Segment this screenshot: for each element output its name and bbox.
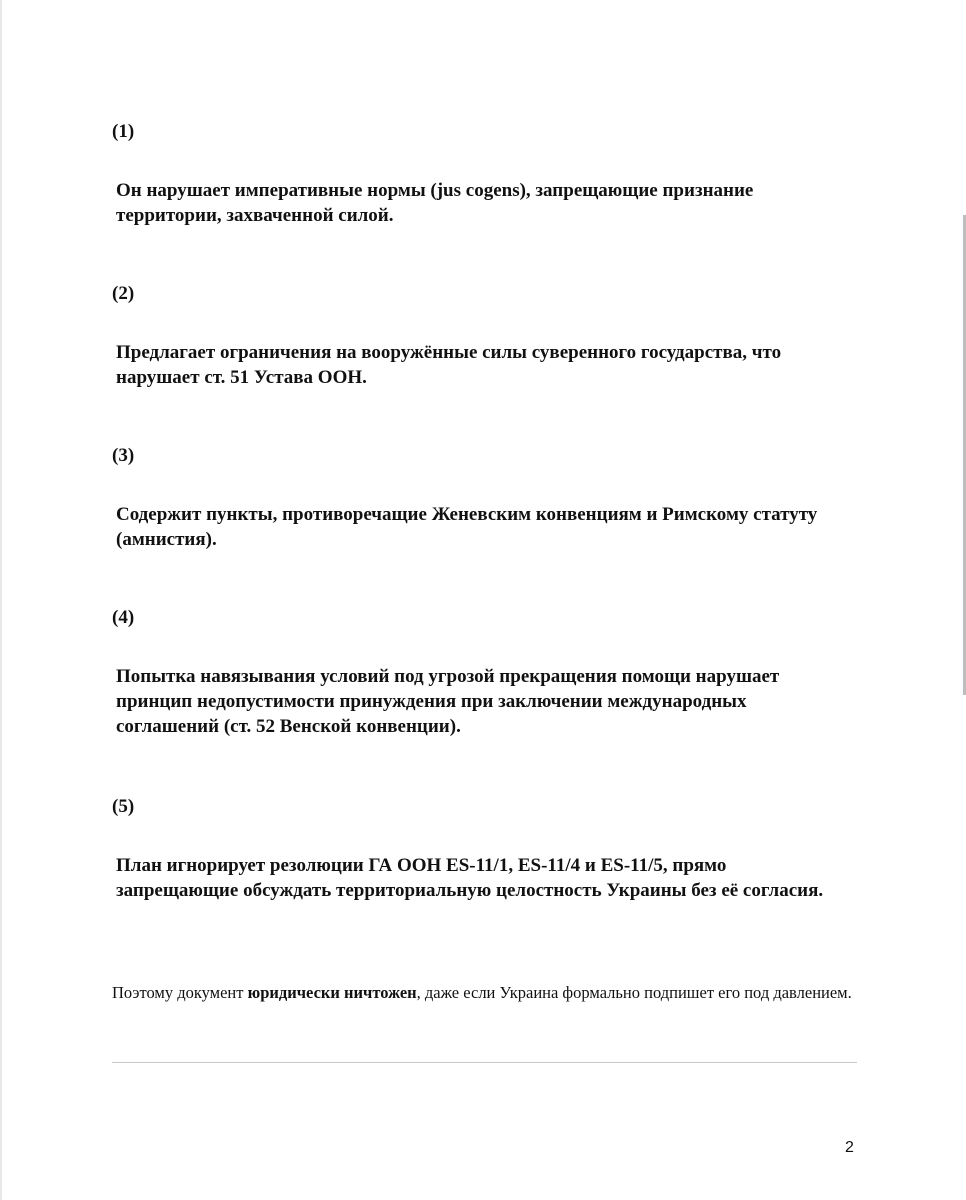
conclusion-emphasis: юридически ничтожен [247, 983, 417, 1002]
section-2 [112, 282, 852, 390]
section-text: Содержит пункты, противоречащие Женевским конвенциям и Римскому статуту (амнистия). [116, 504, 818, 550]
section-number: (3) [112, 445, 135, 466]
page-number: 2 [845, 1139, 854, 1156]
conclusion-prefix: Поэтому документ [112, 983, 248, 1002]
section-number: (1) [112, 121, 135, 142]
section-3 [112, 444, 852, 552]
section-text: План игнорирует резолюции ГА ООН ES-11/1, ES-11/4 и ES-11/5, прямо запрещающие обсуждать территориальную целостность Украины без её согласия. [116, 855, 824, 901]
section-5 [112, 795, 852, 903]
section-number: (4) [112, 607, 135, 628]
section-text: Он нарушает императивные нормы (jus cogens), запрещающие признание территории, захваченной силой. [116, 180, 754, 226]
section-text: Попытка навязывания условий под угрозой прекращения помощи нарушает принцип недопустимости принуждения при заключении международных соглашений (ст. 52 Венской конвенции). [116, 666, 780, 737]
section-4 [112, 606, 852, 739]
section-number: (2) [112, 283, 135, 304]
page-left-edge [0, 0, 2, 1200]
section-1 [112, 120, 852, 228]
conclusion-paragraph [112, 982, 857, 1004]
horizontal-divider [112, 1062, 857, 1063]
conclusion-suffix: , даже если Украина формально подпишет его под давлением. [416, 983, 852, 1002]
section-text: Предлагает ограничения на вооружённые силы суверенного государства, что нарушает ст. 51 Устава ООН. [116, 342, 782, 388]
section-number: (5) [112, 796, 135, 817]
